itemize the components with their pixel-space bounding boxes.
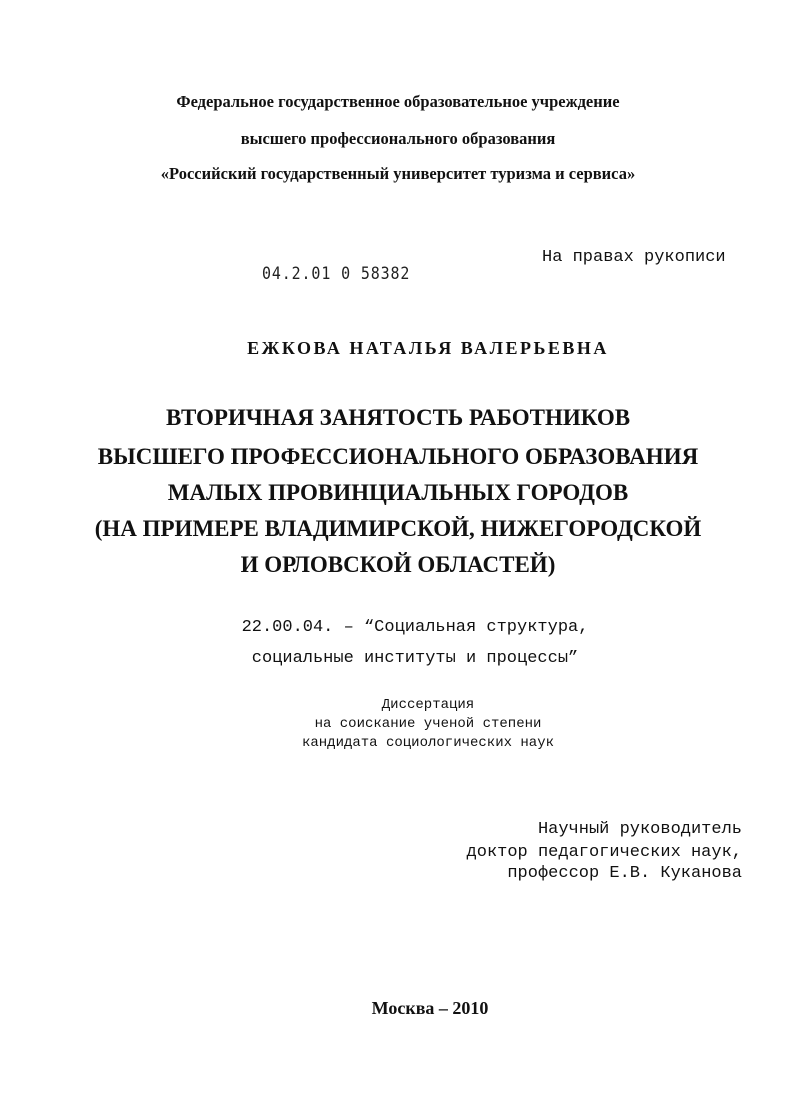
dissertation-field-line: кандидата социологических наук [301, 735, 555, 751]
registry-stamp: 04.2.01 0 58382 [262, 264, 411, 284]
institution-line-1: Федеральное государственное образовательное учреждение [176, 92, 620, 111]
rights-note: На правах рукописи [542, 248, 726, 267]
title-line-5: И ОРЛОВСКОЙ ОБЛАСТЕЙ) [240, 552, 556, 577]
advisor-degree: доктор педагогических наук, [466, 843, 742, 862]
specialty-line-1: 22.00.04. – “Социальная структура, [241, 618, 589, 637]
dissertation-label: Диссертация [381, 697, 475, 713]
title-line-4: (НА ПРИМЕРЕ ВЛАДИМИРСКОЙ, НИЖЕГОРОДСКОЙ [94, 516, 702, 541]
institution-line-3: «Российский государственный университет туризма и сервиса» [160, 164, 636, 183]
title-line-2: ВЫСШЕГО ПРОФЕССИОНАЛЬНОГО ОБРАЗОВАНИЯ [97, 444, 699, 469]
city-year: Москва – 2010 [371, 998, 489, 1018]
dissertation-degree-line: на соискание ученой степени [314, 716, 542, 732]
title-line-1: ВТОРИЧНАЯ ЗАНЯТОСТЬ РАБОТНИКОВ [165, 405, 631, 430]
advisor-role: Научный руководитель [537, 820, 742, 839]
title-line-3: МАЛЫХ ПРОВИНЦИАЛЬНЫХ ГОРОДОВ [167, 480, 629, 505]
institution-line-2: высшего профессионального образования [240, 129, 556, 148]
advisor-name: профессор Е.В. Куканова [507, 864, 742, 883]
author-name: ЕЖКОВА НАТАЛЬЯ ВАЛЕРЬЕВНА [247, 338, 609, 358]
specialty-line-2: социальные институты и процессы” [251, 649, 579, 668]
